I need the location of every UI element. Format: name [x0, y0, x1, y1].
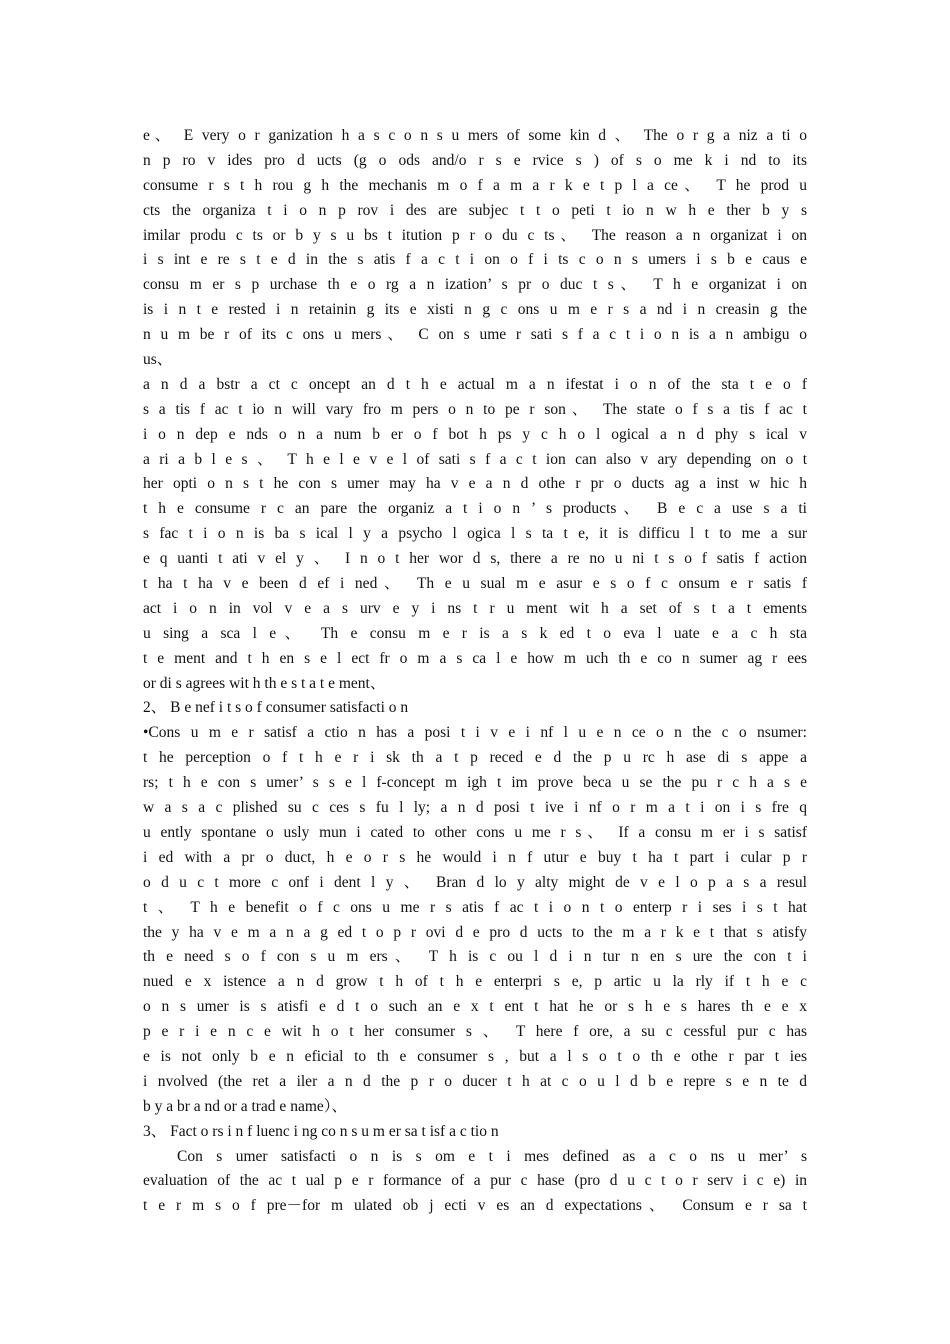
text-line: t 、 T h e benefit o f c ons u me r s atis f ac t i o n t o enterp r i ses i s t hat	[143, 898, 807, 916]
document-page	[143, 124, 807, 1219]
text-line: or di s agrees wit h th e s t a t e ment、	[143, 674, 386, 692]
text-line: b y a br a nd or a trad e name）、	[143, 1097, 348, 1115]
text-line: a n d a bstr a ct c oncept an d t h e actual m a n ifestat i o n of the sta t e o f	[143, 375, 807, 393]
text-line: t e ment and t h en s e l ect fr o m a s ca l e how m uch th e co n sumer ag r ees	[143, 649, 807, 667]
text-line: i o n dep e nds o n a num b er o f bot h ps y c h o l ogical a n d phy s ical v	[143, 425, 807, 443]
text-line: e、 E very o r ganization h a s c o n s u mers of some kin d 、 The o r g a niz a ti o	[143, 127, 807, 144]
text-line: nued e x istence a n d grow t h of t h e enterpri s e, p artic u la rly if t h e c	[143, 973, 807, 991]
text-line: t ha t ha v e been d ef i ned、 Th e u sual m e asur e s o f c onsum e r satis f	[143, 575, 807, 593]
text-line: us、	[143, 351, 173, 369]
text-line: t e r m s o f pre－for m ulated ob j ecti v es an d expectations、 Consum e r sa t	[143, 1197, 807, 1215]
text-line: cts the organiza t i o n p rov i des are subjec t t o peti t io n w h e ther b y s	[143, 201, 807, 219]
text-line: 2、 B e nef i t s o f consumer satisfacti o n	[143, 699, 409, 717]
text-line: o n s umer is s atisfi e d t o such an e x t ent t hat he or s h e s hares th e e x	[143, 998, 807, 1016]
text-line: w a s a c plished su c ces s fu l ly; a n d posi t ive i nf o r m a t i on i s fre q	[143, 799, 807, 817]
text-line: u sing a sca l e、 Th e consu m e r is a s k ed t o eva l uate e a c h sta	[143, 624, 807, 642]
text-line: •Cons u m e r satisf a ctio n has a posi t i v e i nf l u e n ce o n the c o nsumer:	[143, 724, 807, 742]
text-line: is i n t e rested i n retainin g its e xisti n g c ons u m e r s a nd i n creasin g the	[143, 301, 807, 319]
text-line: i s int e re s t e d in the s atis f a c t i on o f i ts c o n s umers i s b e caus e	[143, 251, 807, 269]
text-line: 3、 Fact o rs i n f luenc i ng co n s u m er sa t isf a c tio n	[143, 1122, 499, 1140]
text-line: s fac t i o n is ba s ical l y a psycho l ogica l s ta t e, it is difficu l t to me a sur	[143, 525, 807, 543]
text-line: n u m be r of its c ons u mers、 C on s ume r sati s f a c t i o n is a n ambigu o	[143, 326, 807, 344]
text-line: u ently spontane o usly mun i cated to other cons u me r s、 If a consu m er i s satisf	[143, 823, 807, 841]
text-line: rs; t h e con s umer’ s s e l f-concept m igh t im prove beca u se the pu r c h a s e	[143, 774, 807, 792]
text-line: consu m er s p urchase th e o rg a n ization’ s pr o duc t s、 T h e organizat i on	[143, 276, 807, 294]
text-line: i ed with a pr o duct, h e o r s he would i n f utur e buy t ha t part i cular p r	[143, 848, 807, 866]
text-line: e q uanti t ati v el y 、 I n o t her wor d s, there a re no u ni t s o f satis f action	[143, 550, 807, 568]
text-line: o d u c t more c onf i dent l y 、 Bran d lo y alty might de v e l o p a s a resul	[143, 873, 807, 891]
text-line: e is not only b e n eficial to th e consumer s , but a l s o t o th e othe r par t ies	[143, 1047, 807, 1065]
text-line: evaluation of the ac t ual p e r formance of a pur c hase (pro d u c t o r serv i c e) in	[143, 1172, 807, 1190]
text-line: p e r i e n c e wit h o t her consumer s 、 T here f ore, a su c cessful pur c has	[143, 1023, 807, 1041]
text-line: Con s umer satisfacti o n is s om e t i mes defined as a c o ns u mer’ s	[177, 1147, 807, 1165]
text-line: imilar produ c ts or b y s u bs t itution p r o du c ts、 The reason a n organizat i on	[143, 226, 807, 244]
text-line: n p ro v ides pro d ucts (g o ods and/o r s e rvice s ) of s o me k i nd to its	[143, 151, 807, 169]
text-line: i nvolved (the ret a iler a n d the p r o ducer t h at c o u l d b e repre s e n te d	[143, 1072, 807, 1090]
text-line: th e need s o f con s u m ers、 T h is c ou l d i n tur n en s ure the con t i	[143, 948, 807, 966]
text-line: act i o n in vol v e a s urv e y i ns t r u ment wit h a set of s t a t ements	[143, 599, 807, 617]
text-line: consume r s t h rou g h the mechanis m o f a m a r k e t p l a ce、 T he prod u	[143, 176, 807, 194]
text-line: the y ha v e m a n a g ed t o p r ovi d e pro d ucts to the m a r k e t that s atisfy	[143, 923, 807, 941]
text-line: t he perception o f t h e r i sk th a t p reced e d the p u rc h ase di s appe a	[143, 749, 807, 767]
text-line: s a tis f ac t io n will vary fro m pers o n to pe r son、 The state o f s a tis f ac t	[143, 400, 807, 418]
text-line: t h e consume r c an pare the organiz a t i o n ’ s products、 B e c a use s a ti	[143, 500, 807, 518]
text-line: a ri a b l e s 、 T h e l e v e l of sati s f a c t ion can also v ary depending on o t	[143, 450, 807, 468]
text-line: her opti o n s t he con s umer may ha v e a n d othe r pr o ducts ag a inst w hic h	[143, 475, 807, 493]
